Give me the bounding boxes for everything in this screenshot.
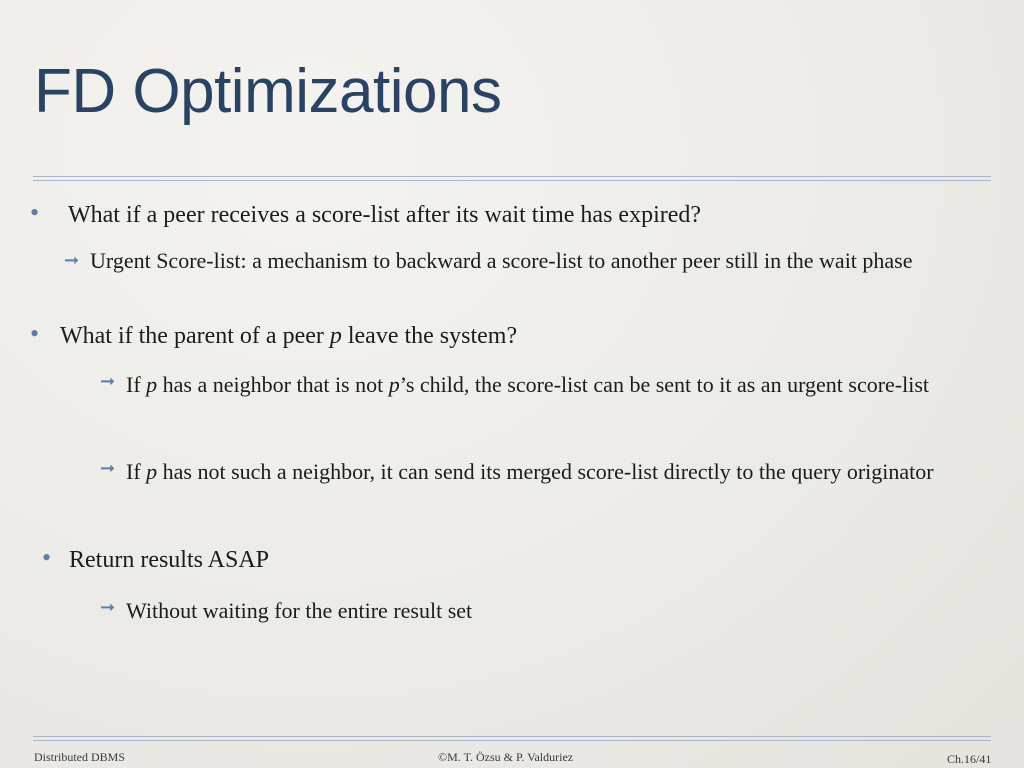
- bullet-2-sub-1: [100, 366, 990, 404]
- footer-copyright: ©M. T. Özsu & P. Valduriez: [438, 750, 574, 764]
- right-arrow-icon: ➞: [100, 458, 116, 478]
- bullet-3: [42, 545, 982, 575]
- right-arrow-icon: ➞: [100, 371, 116, 391]
- bullet-3-text: Return results ASAP: [69, 547, 270, 573]
- bullet-2-sub-2: [100, 453, 990, 491]
- bullet-dot-icon: •: [42, 543, 52, 572]
- bullet-dot-icon: •: [30, 319, 40, 348]
- bullet-2: [30, 321, 990, 351]
- bullet-3-sub-1: [100, 592, 990, 630]
- bullet-1-text: What if a peer receives a score-list after its wait time has expired?: [68, 202, 702, 228]
- bullet-1-sub-1: [64, 245, 999, 276]
- bullet-2-text: What if the parent of a peer p leave the system?: [60, 323, 518, 349]
- slide-title: FD Optimizations: [34, 57, 502, 126]
- bullet-dot-icon: •: [30, 198, 40, 227]
- footer-course: Distributed DBMS: [34, 750, 126, 764]
- right-arrow-icon: ➞: [64, 250, 80, 270]
- footer-page-number: Ch.16/41: [947, 752, 992, 766]
- bullet-2-sub-2-text: If p has not such a neighbor, it can send its merged score-list directly to the query originator: [126, 459, 934, 484]
- title-divider-top: [33, 176, 991, 177]
- bullet-1: [30, 200, 990, 230]
- title-divider-bottom: [33, 180, 991, 181]
- right-arrow-icon: ➞: [100, 597, 116, 617]
- footer-divider-top: [33, 736, 991, 737]
- bullet-1-sub-1-text: Urgent Score-list: a mechanism to backward a score-list to another peer still in the wait phase: [90, 248, 913, 273]
- bullet-2-sub-1-text: If p has a neighbor that is not p’s child, the score-list can be sent to it as an urgent score-list: [126, 372, 930, 397]
- bullet-3-sub-1-text: Without waiting for the entire result set: [126, 598, 473, 623]
- footer-divider-bottom: [33, 740, 991, 741]
